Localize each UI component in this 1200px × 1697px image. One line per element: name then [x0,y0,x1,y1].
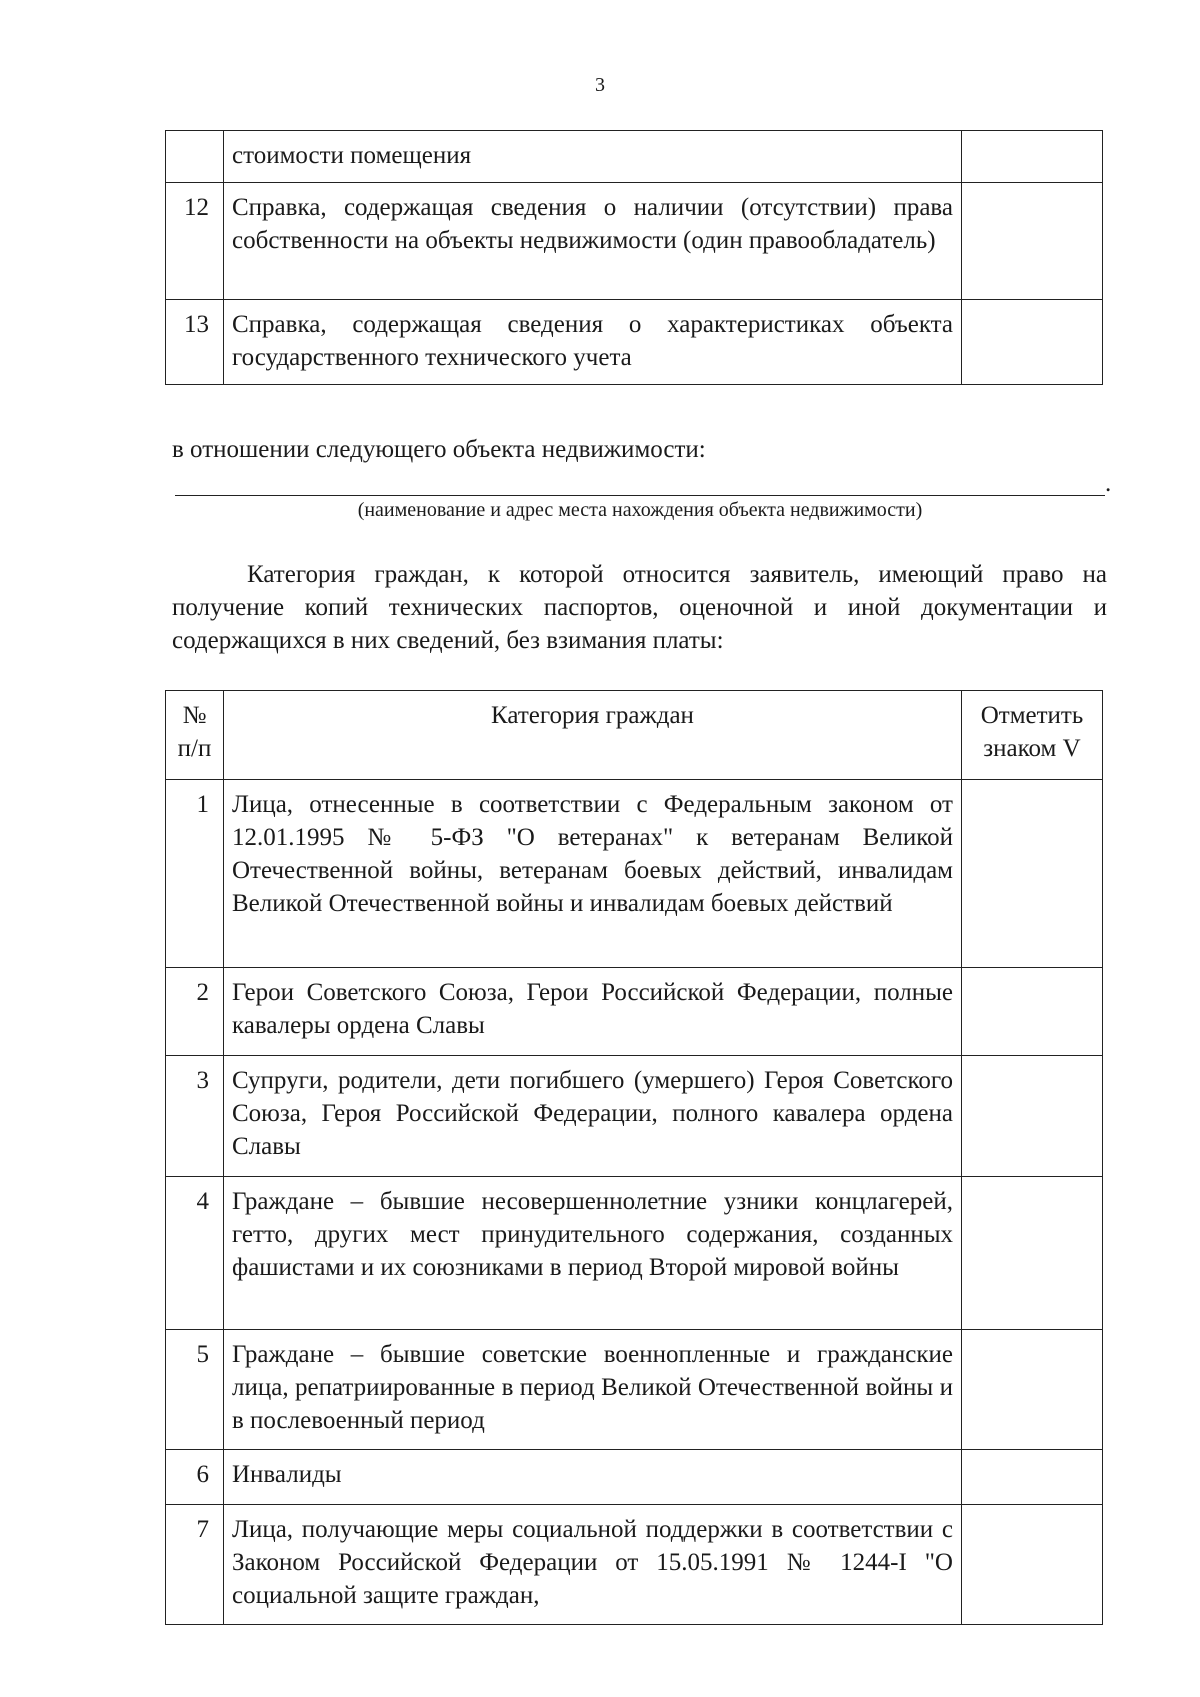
row-mark-cell[interactable] [962,131,1103,183]
row-mark-cell[interactable] [962,1505,1103,1625]
row-mark-cell[interactable] [962,1177,1103,1330]
table-row [166,1177,1103,1330]
row-mark-cell[interactable] [962,183,1103,300]
row-number: 13 [166,300,224,385]
table-row [166,131,1103,183]
table-row [166,300,1103,385]
header-mark: Отметить знаком V [962,691,1103,780]
row-number: 1 [166,780,224,968]
row-text: Герои Советского Союза, Герои Российской Федерации, полные кавалеры ордена Славы [224,968,962,1056]
table-row [166,1505,1103,1625]
header-num: № п/п [166,691,224,780]
page-number: 3 [595,74,605,96]
row-mark-cell[interactable] [962,1450,1103,1505]
row-mark-cell[interactable] [962,1330,1103,1450]
row-text: Лица, отнесенные в соответствии с Федеральным законом от 12.01.1995 № 5-ФЗ "О ветеранах" к ветеранам Великой Отечественной войны, ветеранам боевых действий, инвалидам Великой Отечественной войны и инвалидам боевых действий [224,780,962,968]
table-row [166,1056,1103,1177]
row-number: 4 [166,1177,224,1330]
row-text: Инвалиды [224,1450,962,1505]
category-intro-paragraph: Категория граждан, к которой относится заявитель, имеющий право на получение копий технических паспортов, оценочной и иной документации и содержащихся в них сведений, без взимания платы: [172,561,1107,654]
row-text: Лица, получающие меры социальной поддержки в соответствии с Законом Российской Федерации от 15.05.1991 № 1244-I "О социальной защите граждан, [224,1505,962,1625]
table-row [166,1450,1103,1505]
row-mark-cell[interactable] [962,1056,1103,1177]
row-number: 5 [166,1330,224,1450]
header-category: Категория граждан [224,691,962,780]
row-text: Граждане – бывшие советские военнопленные и гражданские лица, репатриированные в период Великой Отечественной войны и в послевоенный период [224,1330,962,1450]
row-text: Справка, содержащая сведения о наличии (отсутствии) права собственности на объекты недвижимости (один правообладатель) [224,183,962,300]
row-text: Граждане – бывшие несовершеннолетние узники концлагерей, гетто, других мест принудительного содержания, созданных фашистами и их союзниками в период Второй мировой войны [224,1177,962,1330]
table-row [166,183,1103,300]
row-mark-cell[interactable] [962,968,1103,1056]
table-row [166,1330,1103,1450]
row-number: 2 [166,968,224,1056]
object-field-caption: (наименование и адрес места нахождения объекта недвижимости) [357,499,923,521]
object-name-address-field[interactable] [175,493,1105,496]
row-number: 6 [166,1450,224,1505]
citizen-category-table [165,690,1103,1625]
row-mark-cell[interactable] [962,780,1103,968]
services-table-continued [165,130,1103,385]
row-text: стоимости помещения [224,131,962,183]
object-field-end: . [1105,470,1112,497]
row-text: Справка, содержащая сведения о характеристиках объекта государственного технического учета [224,300,962,385]
table-row [166,968,1103,1056]
table-header-row [166,691,1103,780]
row-number: 12 [166,183,224,300]
row-number: 3 [166,1056,224,1177]
row-text: Супруги, родители, дети погибшего (умершего) Героя Советского Союза, Героя Российской Федерации, полного кавалера ордена Славы [224,1056,962,1177]
object-label: в отношении следующего объекта недвижимости: [172,436,706,463]
row-mark-cell[interactable] [962,300,1103,385]
row-number: 7 [166,1505,224,1625]
row-number [166,131,224,183]
table-row [166,780,1103,968]
